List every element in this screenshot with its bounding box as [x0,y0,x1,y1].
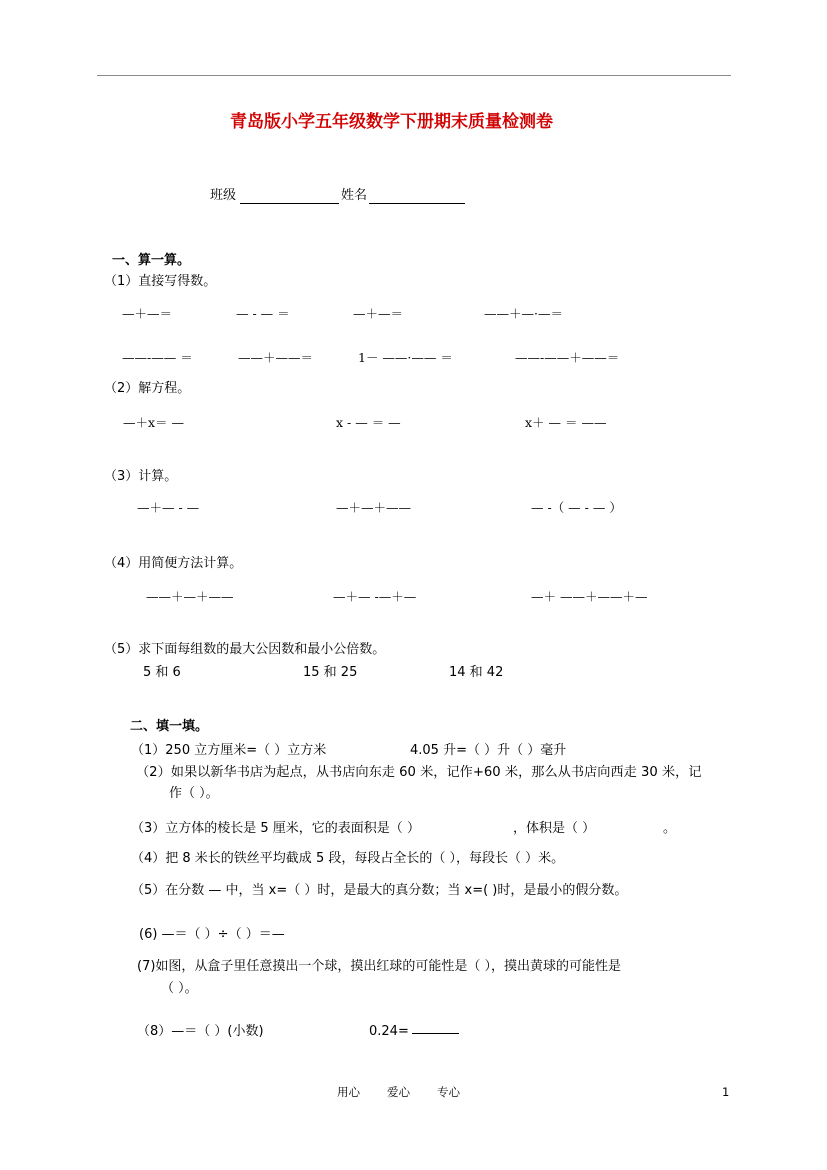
page-number: 1 [722,1085,730,1099]
q5-label: （5）求下面每组数的最大公因数和最小公倍数。 [104,642,386,657]
footer-item: 爱心 [387,1085,410,1099]
q3-item: —＋— - — [137,500,200,515]
fill-q2-line1: （2）如果以新华书店为起点，从书店向东走 60 米，记作+60 米，那么从书店向西走 30 米，记 [136,765,702,780]
q3-item: —＋—＋—— [336,500,412,515]
q5-item: 15 和 25 [303,665,358,680]
q2-item: —＋x＝ — [123,415,185,430]
q1-row1-item: —＋—＝ [353,306,404,321]
q2-item: x - — ＝ — [336,415,401,430]
name-label: 姓名 [341,188,368,203]
q4-item: —＋— -—＋— [333,589,417,604]
fill-q3-part1: （3）立方体的棱长是 5 厘米，它的表面积是（ ） [131,821,420,836]
class-blank[interactable] [240,203,339,204]
q3-item: — -（ — - — ） [531,500,622,515]
fill-q8-part1: （8）—＝（ ）(小数) [137,1024,264,1039]
fill-q3-part2: ，体积是（ ） [513,821,596,836]
q3-label: （3）计算。 [104,469,178,484]
q2-label: （2）解方程。 [104,381,191,396]
fill-q1-part2: 4.05 升=（ ）升（ ）毫升 [410,743,567,758]
fill-q5: （5）在分数 — 中，当 x=（ ）时，是最大的真分数；当 x=( )时，是最小的假分数。 [131,883,628,898]
fill-q7-line2: （ ）。 [161,981,198,996]
fill-q3-end: 。 [663,821,677,836]
q5-item: 5 和 6 [143,665,181,680]
page-title: 青岛版小学五年级数学下册期末质量检测卷 [230,112,553,132]
q2-item: x＋ — ＝ —— [525,415,607,430]
q1-row2-item: 1－ ——·—— ＝ [358,350,453,365]
footer-item: 用心 [337,1085,360,1099]
fill-q4: （4）把 8 米长的铁丝平均截成 5 段，每段占全长的（ ），每段长（ ）米。 [131,851,565,866]
q1-row1-item: — - — ＝ [236,306,290,321]
q4-item: —＋ ——＋——＋— [531,589,648,604]
fill-q1-part1: （1）250 立方厘米=（ ）立方米 [131,743,327,758]
q1-row2-item: ——-—— ＝ [122,350,193,365]
q5-item: 14 和 42 [449,665,504,680]
class-label: 班级 [210,188,237,203]
fill-q8-blank[interactable] [412,1033,459,1034]
q1-row2-item: ——-——＋——＝ [515,350,620,365]
header-rule [97,75,731,76]
section2-heading: 二、填一填。 [130,719,209,734]
footer-item: 专心 [437,1085,460,1099]
name-blank[interactable] [369,203,465,204]
q1-row2-item: ——＋——＝ [238,350,314,365]
q4-label: （4）用简便方法计算。 [104,556,243,571]
q1-row1-item: —＋—＝ [122,306,173,321]
section1-heading: 一、算一算。 [112,253,191,268]
fill-q8-part2: 0.24= [369,1024,409,1039]
fill-q2-line2: 作（ ）。 [169,786,219,801]
fill-q6: (6) —＝（ ）÷（ ）＝— [139,927,285,942]
fill-q7-line1: (7)如图，从盒子里任意摸出一个球，摸出红球的可能性是（ ），摸出黄球的可能性是 [137,959,622,974]
q1-label: （1）直接写得数。 [104,274,217,289]
q4-item: ——＋—＋—— [146,589,234,604]
q1-row1-item: ——＋—·—＝ [484,306,563,321]
